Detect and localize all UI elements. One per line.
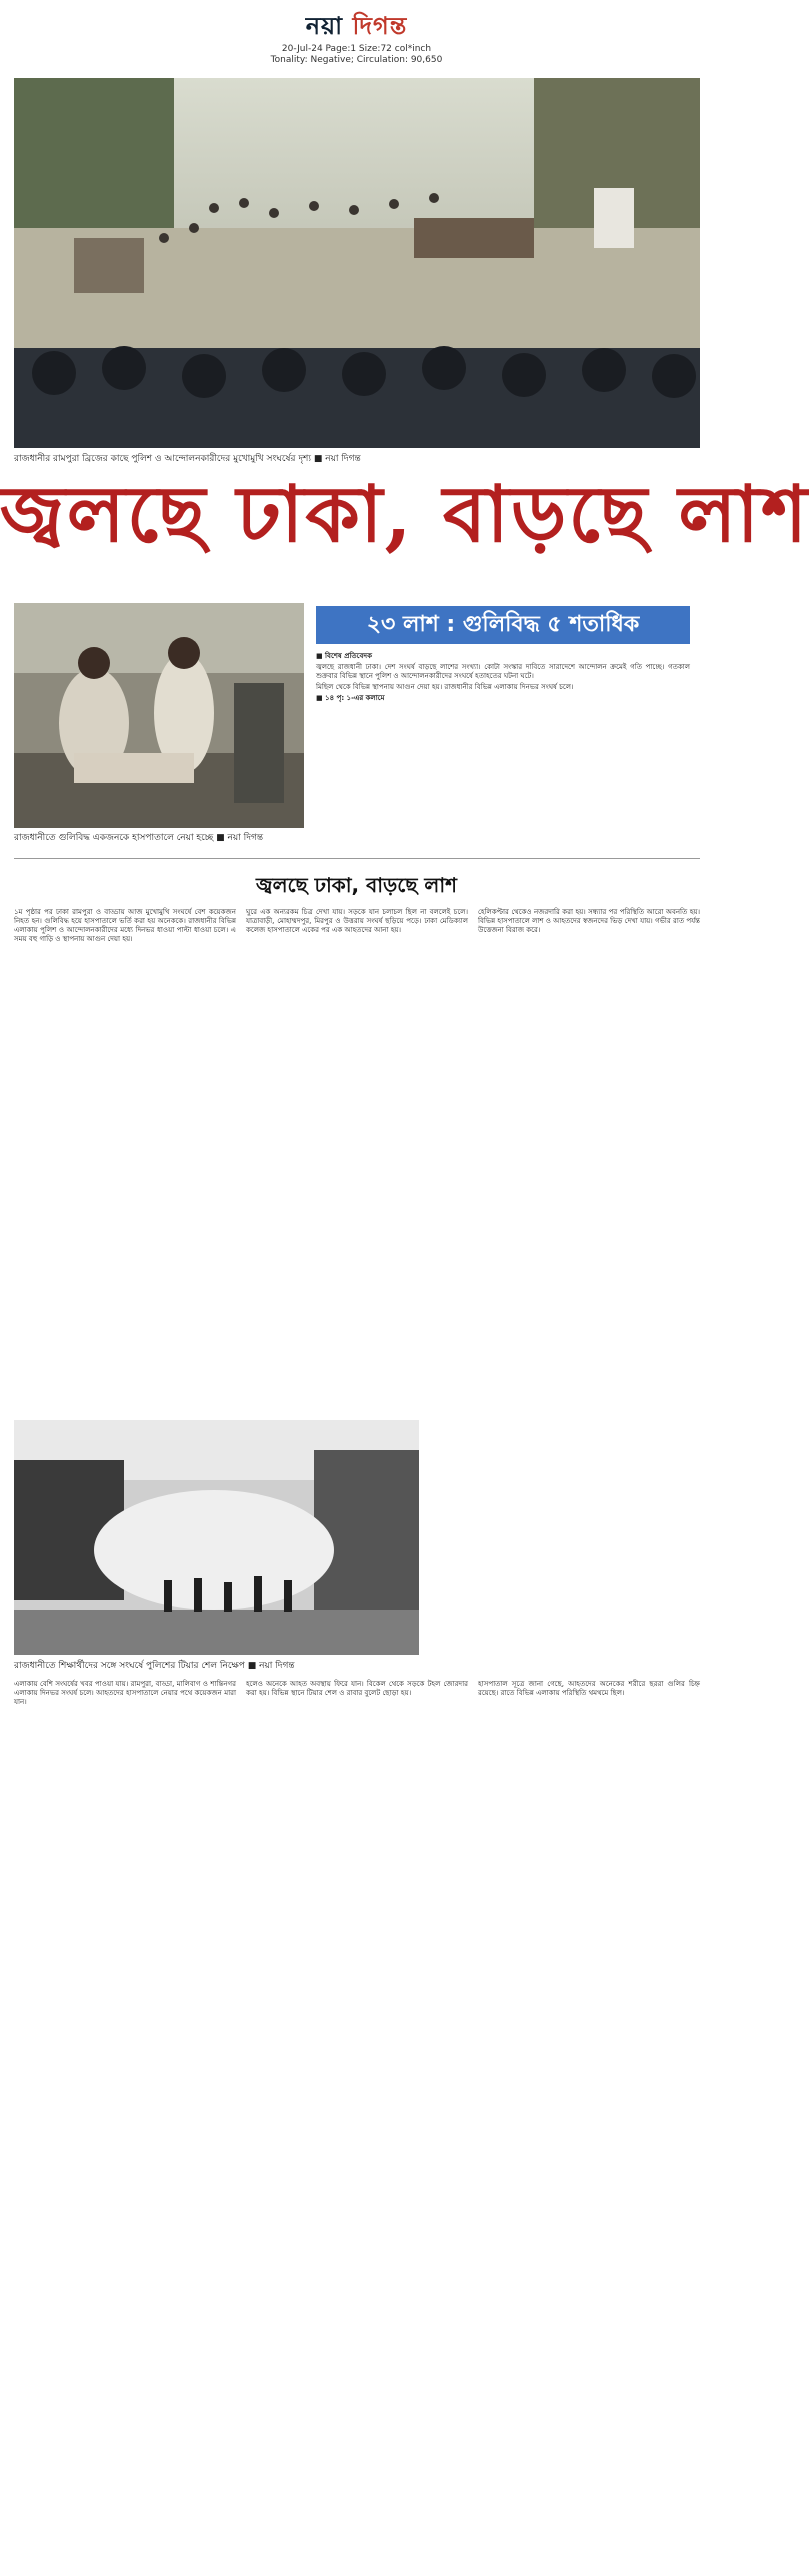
- body-right-of-photo: [430, 1420, 700, 1660]
- section-divider: [14, 858, 700, 859]
- mid-photo: [14, 603, 304, 828]
- body-bottom-column-2: হলেও অনেকে আহত অবস্থায় ফিরে যান। বিকেল থেকে সড়কে টহল জোরদার করা হয়। বিভিন্ন স্থানে টিয়ার শেল ও রাবার বুলেট ছোড়া হয়।: [246, 1680, 468, 1697]
- continue-note: ■ ১৪ পৃ: ১-এর কলামে: [316, 694, 385, 702]
- logo-part2: দিগন্ত: [343, 11, 408, 40]
- intro-text-block: [316, 652, 690, 848]
- body-bottom-column-3: হাসপাতাল সূত্রে জানা গেছে, আহতদের অনেকের শরীরে ছররা গুলির চিহ্ন রয়েছে। রাতে বিভিন্ন এলাকায় পরিস্থিতি থমথমে ছিল।: [478, 1680, 700, 1697]
- newspaper-logo: [0, 8, 713, 48]
- masthead: [0, 0, 713, 72]
- body-bottom-column-1: এলাকায় বেশি সংঘর্ষের খবর পাওয়া যায়। রামপুরা, বাড্ডা, মালিবাগ ও শান্তিনগর এলাকায় দিনভর সংঘর্ষ চলে। আহতদের হাসপাতালে নেয়ার পথে কয়েকজন মারা যান।: [14, 1680, 236, 1706]
- bottom-photo-caption: রাজধানীতে শিক্ষার্থীদের সঙ্গে সংঘর্ষে পুলিশের টিয়ার শেল নিক্ষেপ ■ নয়া দিগন্ত: [14, 1661, 295, 1671]
- section-headline: জ্বলছে ঢাকা, বাড়ছে লাশ: [256, 873, 457, 897]
- clipping-meta: [0, 44, 713, 66]
- top-photo-caption: রাজধানীর রামপুরা ব্রিজের কাছে পুলিশ ও আন্দোলনকারীদের মুখোমুখি সংঘর্ষের দৃশ্য ■ নয়া দিগন্ত: [14, 454, 361, 464]
- body-top-column-2: ঘুরে এক অন্যরকম চিত্র দেখা যায়। সড়কে যান চলাচল ছিল না বললেই চলে। যাত্রাবাড়ী, মোহাম্মদপুর, মিরপুর ও উত্তরায় সংঘর্ষ ছড়িয়ে পড়ে। ঢাকা মেডিক্যাল কলেজ হাসপাতালে একের পর এক আহতদের আনা হয়।: [246, 908, 468, 934]
- top-photo: [14, 78, 700, 448]
- meta-line-1: 20-Jul-24 Page:1 Size:72 col*inch: [281, 44, 432, 54]
- headline: জ্বলছে ঢাকা, বাড়ছে লাশ: [0, 469, 809, 560]
- bottom-photo: [14, 1420, 419, 1655]
- intro-paragraph-1: জ্বলছে রাজধানী ঢাকা। দেশ সংঘর্ষ বাড়ছে লাশের সংখ্যা। কোটা সংস্কার দাবিতে সারাদেশে আন্দোলন ক্রমেই গতি পাচ্ছে। গতকাল শুক্রবার বিভিন্ন স্থানে পুলিশ ও আন্দোলনকারীদের সংঘর্ষে হতাহতের ঘটনা ঘটে।: [316, 663, 690, 680]
- byline: ■ বিশেষ প্রতিবেদক: [316, 652, 372, 660]
- mid-photo-caption: রাজধানীতে গুলিবিদ্ধ একজনকে হাসপাতালে নেয়া হচ্ছে ■ নয়া দিগন্ত: [14, 833, 264, 843]
- sub-headline-banner: ২৩ লাশ : গুলিবিদ্ধ ৫ শতাধিক: [316, 606, 690, 644]
- logo-part1: নয়া: [305, 11, 344, 40]
- body-top-column-3: হেলিকপ্টার থেকেও নজরদারি করা হয়। সন্ধ্যার পর পরিস্থিতি আরো অবনতি হয়। বিভিন্ন হাসপাতালে লাশ ও আহতদের স্বজনদের ভিড় দেখা যায়। গভীর রাত পর্যন্ত উত্তেজনা বিরাজ করে।: [478, 908, 700, 934]
- intro-paragraph-2: মিছিল থেকে বিভিন্ন স্থাপনায় আগুন দেয়া হয়। রাজধানীর বিভিন্ন এলাকায় দিনভর সংঘর্ষ চলে।: [316, 683, 574, 691]
- body-top-column-1: ১ম পৃষ্ঠার পর ঢাকা রামপুরা ও বাড্ডায় আজ মুখোমুখি সংঘর্ষে বেশ কয়েকজন নিহত হন। গুলিবিদ্ধ হয়ে হাসপাতালে ভর্তি করা হয় অনেককে। রাজধানীর বিভিন্ন এলাকায় পুলিশ ও আন্দোলনকারীদের মধ্যে দিনভর ধাওয়া পাল্টা ধাওয়া চলে। এ সময় বহু গাড়ি ও স্থাপনায় আগুন দেয়া হয়।: [14, 908, 236, 943]
- meta-line-2: Tonality: Negative; Circulation: 90,650: [270, 55, 443, 65]
